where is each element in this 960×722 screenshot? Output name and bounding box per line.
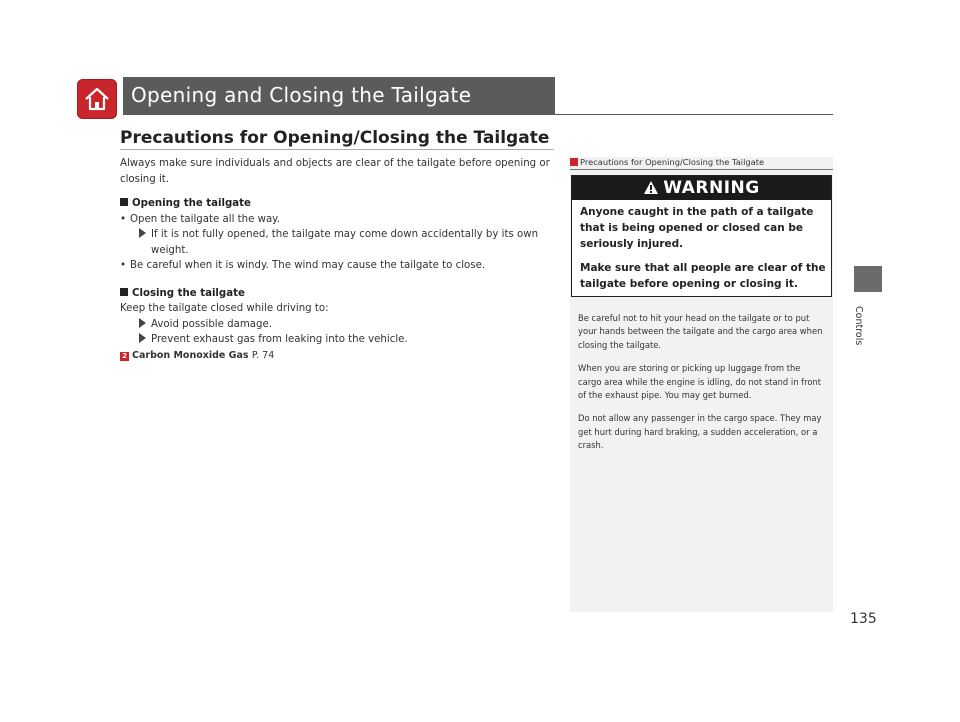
cross-reference-link[interactable]: 2 Carbon Monoxide Gas P. 74 bbox=[120, 348, 560, 364]
section-tab-label: Controls bbox=[853, 306, 864, 346]
closing-sub-1: Avoid possible damage. bbox=[120, 317, 560, 333]
title-divider bbox=[123, 114, 833, 115]
warning-paragraph-1: Anyone caught in the path of a tailgate that is being opened or closed can be seriously injured. bbox=[580, 206, 814, 250]
section-tab[interactable] bbox=[851, 306, 887, 366]
page-number: 135 bbox=[850, 611, 877, 627]
warning-banner bbox=[572, 176, 831, 200]
reference-icon: 2 bbox=[120, 352, 129, 361]
arrow-icon bbox=[139, 333, 146, 343]
home-icon bbox=[82, 84, 112, 114]
intro-paragraph: Always make sure individuals and objects are clear of the tailgate before opening or closing it. bbox=[120, 158, 550, 185]
arrow-icon bbox=[139, 318, 146, 328]
side-note-1: Be careful not to hit your head on the tailgate or to put your hands between the tailgate and the cargo area when closing the tailgate. bbox=[578, 313, 823, 350]
closing-subhead: Closing the tailgate bbox=[120, 286, 560, 302]
side-note-3: Do not allow any passenger in the cargo space. They may get hurt during hard braking, a sudden acceleration, or a crash. bbox=[578, 413, 822, 451]
home-button[interactable] bbox=[77, 79, 117, 119]
section-tab-marker[interactable] bbox=[854, 266, 882, 292]
side-panel-divider bbox=[570, 169, 833, 170]
side-note-2: When you are storing or picking up luggage from the cargo area while the engine is idling, do not stand in front of the exhaust pipe. You may get burned. bbox=[578, 363, 822, 401]
closing-sub-2: Prevent exhaust gas from leaking into the vehicle. bbox=[120, 332, 560, 348]
chapter-title: Opening and Closing the Tailgate bbox=[131, 83, 472, 107]
reference-page: P. 74 bbox=[251, 349, 275, 361]
closing-intro: Keep the tailgate closed while driving to: bbox=[120, 303, 329, 314]
opening-bullet-2: • Be careful when it is windy. The wind may cause the tailgate to close. bbox=[120, 260, 486, 271]
heading-divider bbox=[120, 149, 554, 150]
chapter-title-bar bbox=[123, 77, 555, 114]
reference-marker-icon bbox=[570, 158, 578, 166]
warning-label: WARNING bbox=[663, 178, 760, 198]
arrow-icon bbox=[139, 228, 146, 238]
side-notes bbox=[578, 312, 826, 463]
section-heading: Precautions for Opening/Closing the Tailgate bbox=[120, 128, 550, 148]
main-content bbox=[120, 156, 560, 363]
opening-subhead: Opening the tailgate bbox=[120, 196, 560, 212]
opening-sub-1: If it is not fully opened, the tailgate may come down accidentally by its own weight. bbox=[120, 227, 560, 258]
side-panel-heading: Precautions for Opening/Closing the Tailgate bbox=[570, 157, 833, 168]
opening-bullet-1: • Open the tailgate all the way. bbox=[120, 213, 281, 225]
warning-triangle-icon bbox=[643, 180, 659, 195]
square-bullet-icon bbox=[120, 198, 128, 206]
square-bullet-icon bbox=[120, 288, 128, 296]
warning-box bbox=[571, 175, 832, 297]
warning-text bbox=[580, 204, 826, 300]
warning-paragraph-2: Make sure that all people are clear of the tailgate before opening or closing it. bbox=[580, 262, 826, 290]
